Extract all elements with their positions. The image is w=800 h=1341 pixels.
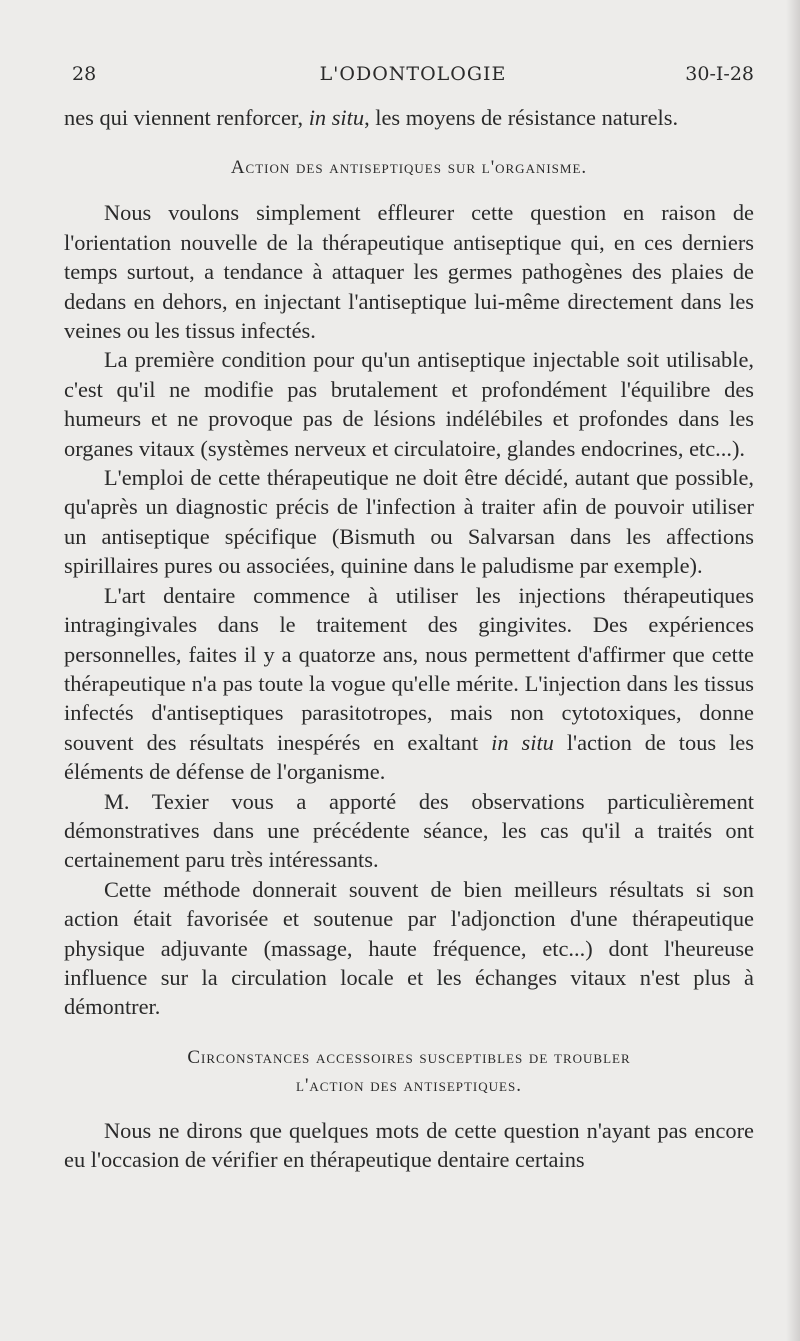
section-heading-action: Action des antiseptiques sur l'organisme.	[230, 157, 588, 179]
article-body	[64, 103, 754, 1175]
heading-line: l'action des antiseptiques.	[296, 1074, 522, 1096]
italic-phrase: in situ	[491, 729, 554, 755]
section-heading-circonstances	[64, 1044, 754, 1100]
paragraph: Nous ne dirons que quelques mots de cette question n'ayant pas encore eu l'occasion de vérifier en thérapeutique dentaire certains	[64, 1117, 754, 1173]
page-edge-shadow	[786, 0, 800, 1341]
issue-date: 30-I-28	[685, 63, 754, 85]
journal-title: L'ODONTOLOGIE	[319, 63, 507, 85]
paragraph: M. Texier vous a apporté des observations particulièrement démonstratives dans une précédente séance, les cas qu'il a traités ont certainement paru très intéressants.	[64, 788, 754, 873]
page-number: 28	[72, 63, 97, 85]
paragraph: Nous voulons simplement effleurer cette question en raison de l'orientation nouvelle de la thérapeutique antiseptique qui, en ces derniers temps surtout, a tendance à attaquer les germes pathogènes des plaies de dedans en dehors, en injectant l'antiseptique lui-même directement dans les veines ou les tissus infectés.	[64, 200, 754, 344]
paragraph: Cette méthode donnerait souvent de bien meilleurs résultats si son action était favorisée et soutenue par l'adjonction d'une thérapeutique physique adjuvante (massage, haute fréquence, etc...) dont l'heureuse influence sur la circulation locale et les échanges vitaux n'est plus à démontrer.	[64, 876, 754, 1020]
paragraph: La première condition pour qu'un antiseptique injectable soit utilisable, c'est qu'il ne modifie pas brutalement et profondément l'équilibre des humeurs et ne provoque pas de lésions indélébiles et profondes dans les organes vitaux (systèmes nerveux et circulatoire, glandes endocrines, etc...).	[64, 347, 754, 461]
paragraph	[64, 581, 754, 787]
running-header	[72, 63, 754, 89]
heading-line: Circonstances accessoires susceptibles de troubler	[187, 1046, 631, 1068]
paragraph-part: l'action de tous les éléments de défense de l'organisme.	[64, 729, 754, 785]
paragraph-continued: nes qui viennent renforcer, in situ, les moyens de résistance naturels.	[64, 105, 679, 130]
paragraph: L'emploi de cette thérapeutique ne doit être décidé, autant que possible, qu'après un diagnostic précis de l'infection à traiter afin de pouvoir utiliser un antiseptique spécifique (Bismuth ou Salvarsan dans les affections spirillaires pures ou associées, quinine dans le paludisme par exemple).	[64, 465, 754, 579]
paragraph-part: L'art dentaire commence à utiliser les injections thérapeutiques intragingivales dans le traitement des gingivites. Des expériences personnelles, faites il y a quatorze ans, nous permettent d'affirmer que cette thérapeutique n'a pas toute la vogue qu'elle mérite. L'injection dans les tissus infectés d'antiseptiques parasitotropes, mais non cytotoxiques, donne souvent des résultats inespérés en exaltant	[64, 582, 754, 755]
